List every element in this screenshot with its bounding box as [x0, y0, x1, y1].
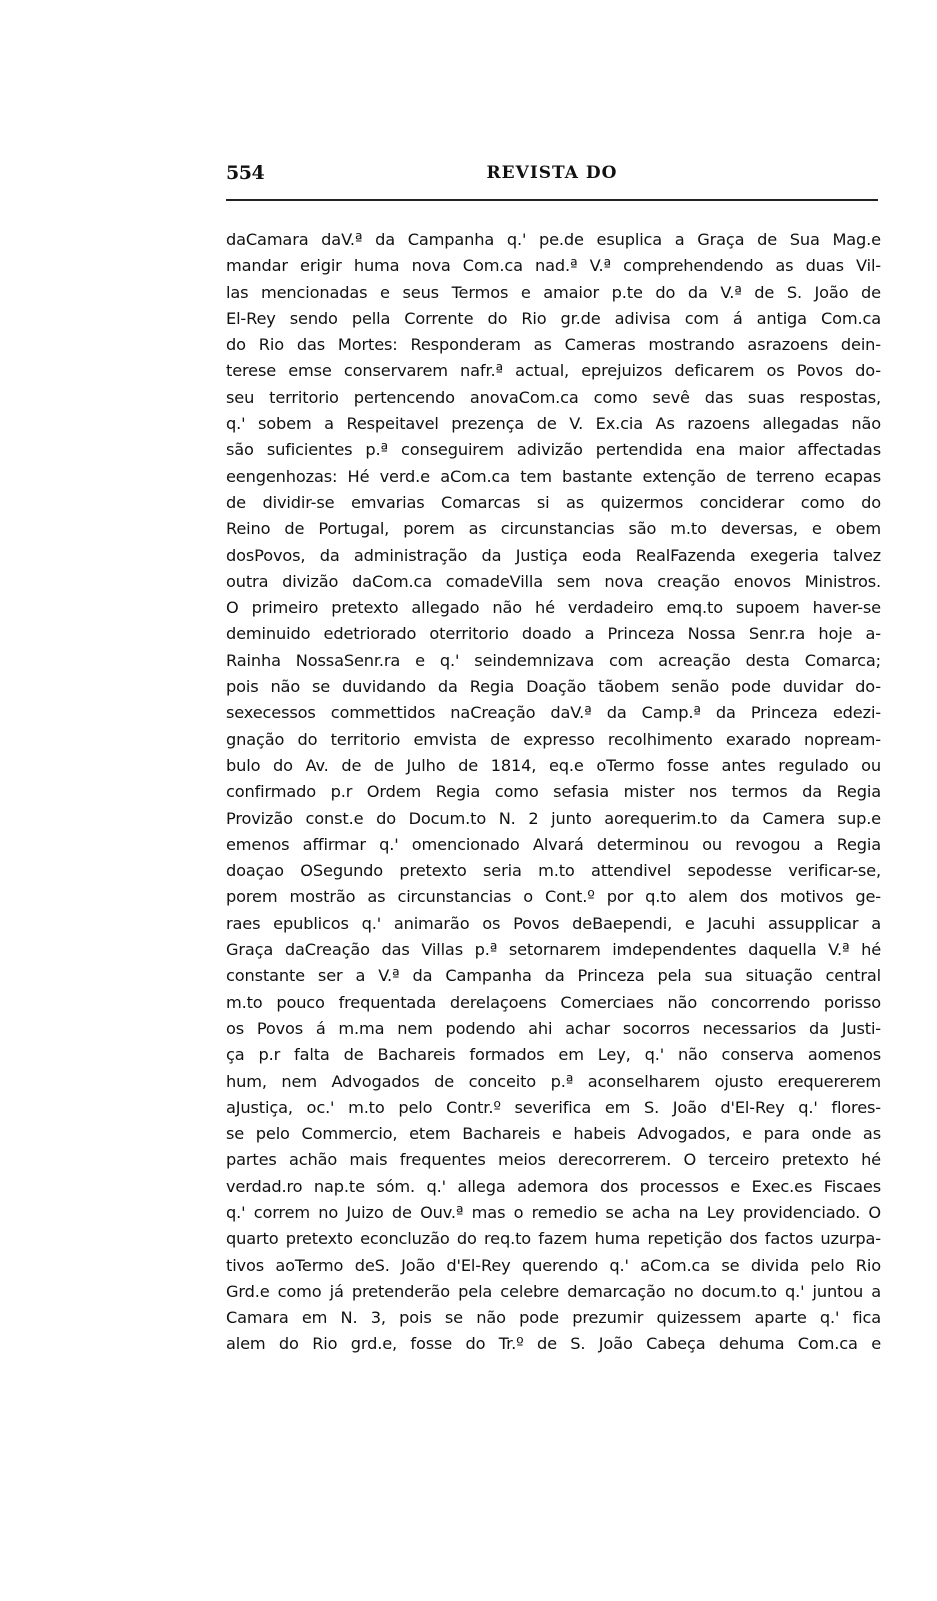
header-rule	[226, 199, 878, 201]
text-line: pois não se duvidando da Regia Doação tãobem senão pode duvidar do-	[226, 677, 881, 697]
text-line: quarto pretexto econcluzão do req.to fazem huma repetição dos factos uzurpa-	[226, 1229, 881, 1249]
text-line: hum, nem Advogados de conceito p.ª aconselharem ojusto erequererem	[226, 1071, 881, 1091]
text-line: dosPovos, da administração da Justiça eoda RealFazenda exegeria talvez	[226, 545, 881, 565]
text-line: El-Rey sendo pella Corrente do Rio gr.de adivisa com á antiga Com.ca	[226, 308, 881, 328]
text-line: O primeiro pretexto allegado não hé verdadeiro emq.to supoem haver-se	[226, 598, 881, 618]
text-line: partes achão mais frequentes meios derecorrerem. O terceiro pretexto hé	[226, 1150, 881, 1170]
text-line: alem do Rio grd.e, fosse do Tr.º de S. João Cabeça dehuma Com.ca e	[226, 1334, 881, 1354]
text-line: porem mostrão as circunstancias o Cont.º por q.to alem dos motivos ge-	[226, 887, 881, 907]
text-line: ça p.r falta de Bachareis formados em Ley, q.' não conserva aomenos	[226, 1045, 881, 1065]
text-line: emenos affirmar q.' omencionado Alvará determinou ou revogou a Regia	[226, 834, 881, 854]
text-line: raes epublicos q.' animarão os Povos deBaependi, e Jacuhi assupplicar a	[226, 913, 881, 933]
text-line: Camara em N. 3, pois se não pode prezumir quizessem aparte q.' fica	[226, 1308, 881, 1328]
text-line: eengenhozas: Hé verd.e aCom.ca tem bastante extenção de terreno ecapas	[226, 466, 881, 486]
text-line: os Povos á m.ma nem podendo ahi achar socorros necessarios da Justi-	[226, 1018, 881, 1038]
text-line: constante ser a V.ª da Campanha da Princeza pela sua situação central	[226, 966, 881, 986]
text-line: q.' sobem a Respeitavel prezença de V. Ex.cia As razoens allegadas não	[226, 414, 881, 434]
text-line: verdad.ro nap.te sóm. q.' allega ademora dos processos e Exec.es Fiscaes	[226, 1176, 881, 1196]
text-line: las mencionadas e seus Termos e amaior p.te do da V.ª de S. João de	[226, 282, 881, 302]
text-line: mandar erigir huma nova Com.ca nad.ª V.ª comprehendendo as duas Vil-	[226, 256, 881, 276]
text-line: de dividir-se emvarias Comarcas si as quizermos conciderar como do	[226, 492, 881, 512]
text-line: Reino de Portugal, porem as circunstancias são m.to deversas, e obem	[226, 519, 881, 539]
text-line: seu territorio pertencendo anovaCom.ca como sevê das suas respostas,	[226, 387, 881, 407]
page-number: 554	[226, 162, 265, 184]
text-line: daCamara daV.ª da Campanha q.' pe.de esuplica a Graça de Sua Mag.e	[226, 230, 881, 249]
text-line: deminuido edetriorado oterritorio doado a Princeza Nossa Senr.ra hoje a-	[226, 624, 881, 644]
text-line: tivos aoTermo deS. João d'El-Rey querendo q.' aCom.ca se divida pelo Rio	[226, 1255, 881, 1275]
text-line: bulo do Av. de de Julho de 1814, eq.e oTermo fosse antes regulado ou	[226, 755, 881, 775]
text-line: do Rio das Mortes: Responderam as Cameras mostrando asrazoens dein-	[226, 335, 881, 355]
text-line: outra divizão daCom.ca comadeVilla sem nova creação enovos Ministros.	[226, 571, 881, 591]
text-line: Graça daCreação das Villas p.ª setornarem imdependentes daquella V.ª hé	[226, 940, 881, 960]
text-line: Grd.e como já pretenderão pela celebre demarcação no docum.to q.' juntou a	[226, 1281, 881, 1301]
text-line: doaçao OSegundo pretexto seria m.to attendivel sepodesse verificar-se,	[226, 861, 881, 881]
text-line: m.to pouco frequentada derelaçoens Comerciaes não concorrendo porisso	[226, 992, 881, 1012]
text-line: são suficientes p.ª conseguirem adivizão pertendida ena maior affectadas	[226, 440, 881, 460]
text-line: se pelo Commercio, etem Bachareis e habeis Advogados, e para onde as	[226, 1124, 881, 1144]
text-line: aJustiça, oc.' m.to pelo Contr.º severifica em S. João d'El-Rey q.' flores-	[226, 1097, 881, 1117]
text-line: confirmado p.r Ordem Regia como sefasia mister nos termos da Regia	[226, 782, 881, 802]
body-text	[226, 227, 881, 1358]
text-line: gnação do territorio emvista de expresso recolhimento exarado nopream-	[226, 729, 881, 749]
text-line: terese emse conservarem nafr.ª actual, eprejuizos deficarem os Povos do-	[226, 361, 881, 381]
text-line: sexecessos commettidos naCreação daV.ª da Camp.ª da Princeza edezi-	[226, 703, 881, 723]
page-header	[226, 162, 878, 188]
text-line: q.' correm no Juizo de Ouv.ª mas o remedio se acha na Ley providenciado. O	[226, 1202, 881, 1222]
text-line: Rainha NossaSenr.ra e q.' seindemnizava com acreação desta Comarca;	[226, 650, 881, 670]
running-head: REVISTA DO	[486, 163, 618, 183]
text-line: Provizão const.e do Docum.to N. 2 junto aorequerim.to da Camera sup.e	[226, 808, 881, 828]
